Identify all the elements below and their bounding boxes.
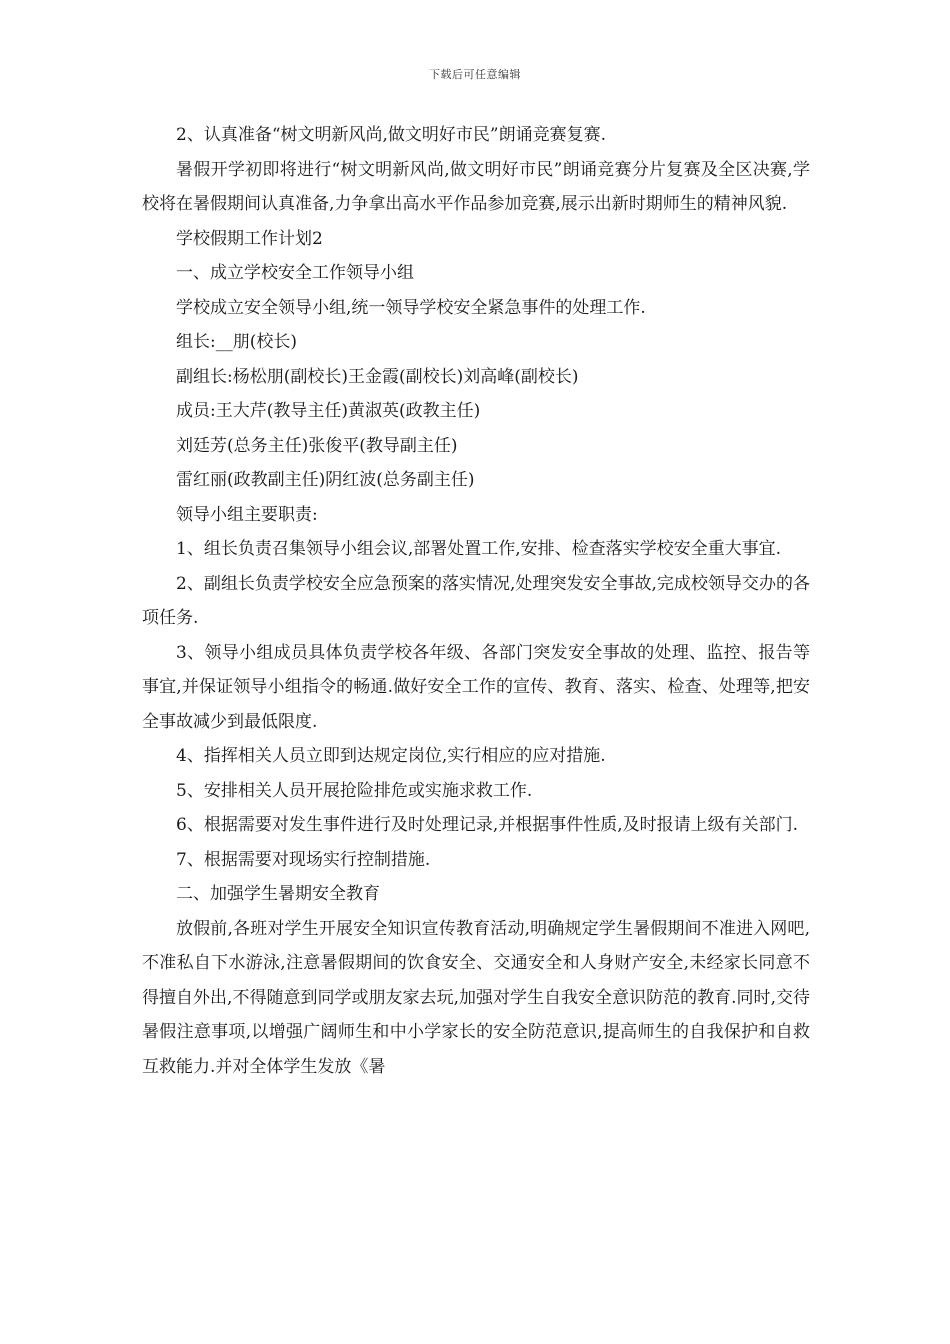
paragraph: 2、认真准备“树文明新风尚,做文明好市民”朗诵竞赛复赛. bbox=[176, 125, 607, 145]
paragraph: 7、根据需要对现场实行控制措施. bbox=[176, 849, 431, 870]
page-header: 下载后可任意编辑 bbox=[429, 68, 521, 81]
paragraph: 组长:__朋(校长) bbox=[176, 332, 297, 352]
paragraph: 4、指挥相关人员立即到达规定岗位,实行相应的应对措施. bbox=[176, 746, 606, 766]
section-heading: 二、加强学生暑期安全教育 bbox=[176, 884, 380, 904]
document-body bbox=[142, 118, 810, 1084]
paragraph: 刘廷芳(总务主任)张俊平(教导副主任) bbox=[176, 435, 458, 456]
paragraph: 领导小组主要职责: bbox=[176, 504, 318, 525]
paragraph: 1、组长负责召集领导小组会议,部署处置工作,安排、检查落实学校安全重大事宜. bbox=[176, 539, 782, 559]
paragraph: 成员:王大芹(教导主任)黄淑英(政教主任) bbox=[176, 401, 481, 421]
paragraph: 5、安排相关人员开展抢险排危或实施求救工作. bbox=[176, 780, 533, 801]
paragraph: 6、根据需要对发生事件进行及时处理记录,并根据事件性质,及时报请上级有关部门. bbox=[176, 815, 799, 835]
paragraph: 学校成立安全领导小组,统一领导学校安全紧急事件的处理工作. bbox=[176, 297, 646, 318]
section-title: 学校假期工作计划2 bbox=[176, 228, 323, 249]
paragraph: 暑假开学初即将进行“树文明新风尚,做文明好市民”朗诵竞赛分片复赛及全区决赛,学校将在暑假期间认真准备,力争拿出高水平作品参加竞赛,展示出新时期师生的精神风貌. bbox=[142, 159, 810, 214]
paragraph: 2、副组长负责学校安全应急预案的落实情况,处理突发安全事故,完成校领导交办的各项任务. bbox=[142, 573, 810, 628]
paragraph: 3、领导小组成员具体负责学校各年级、各部门突发安全事故的处理、监控、报告等事宜,并保证领导小组指令的畅通.做好安全工作的宣传、教育、落实、检查、处理等,把安全事故减少到最低限度. bbox=[142, 642, 810, 732]
paragraph: 放假前,各班对学生开展安全知识宣传教育活动,明确规定学生暑假期间不准进入网吧,不准私自下水游泳,注意暑假期间的饮食安全、交通安全和人身财产安全,未经家长同意不得擅自外出,不得随意到同学或朋友家去玩,加强对学生自我安全意识防范的教育.同时,交待暑假注意事项,以增强广阔师生和中小学家长的安全防范意识,提高师生的自我保护和自救互救能力.并对全体学生发放《暑 bbox=[142, 918, 810, 1077]
paragraph: 雷红丽(政教副主任)阴红波(总务副主任) bbox=[176, 470, 475, 490]
paragraph: 副组长:杨松朋(副校长)王金霞(副校长)刘高峰(副校长) bbox=[176, 366, 579, 387]
section-heading: 一、成立学校安全工作领导小组 bbox=[176, 263, 414, 283]
